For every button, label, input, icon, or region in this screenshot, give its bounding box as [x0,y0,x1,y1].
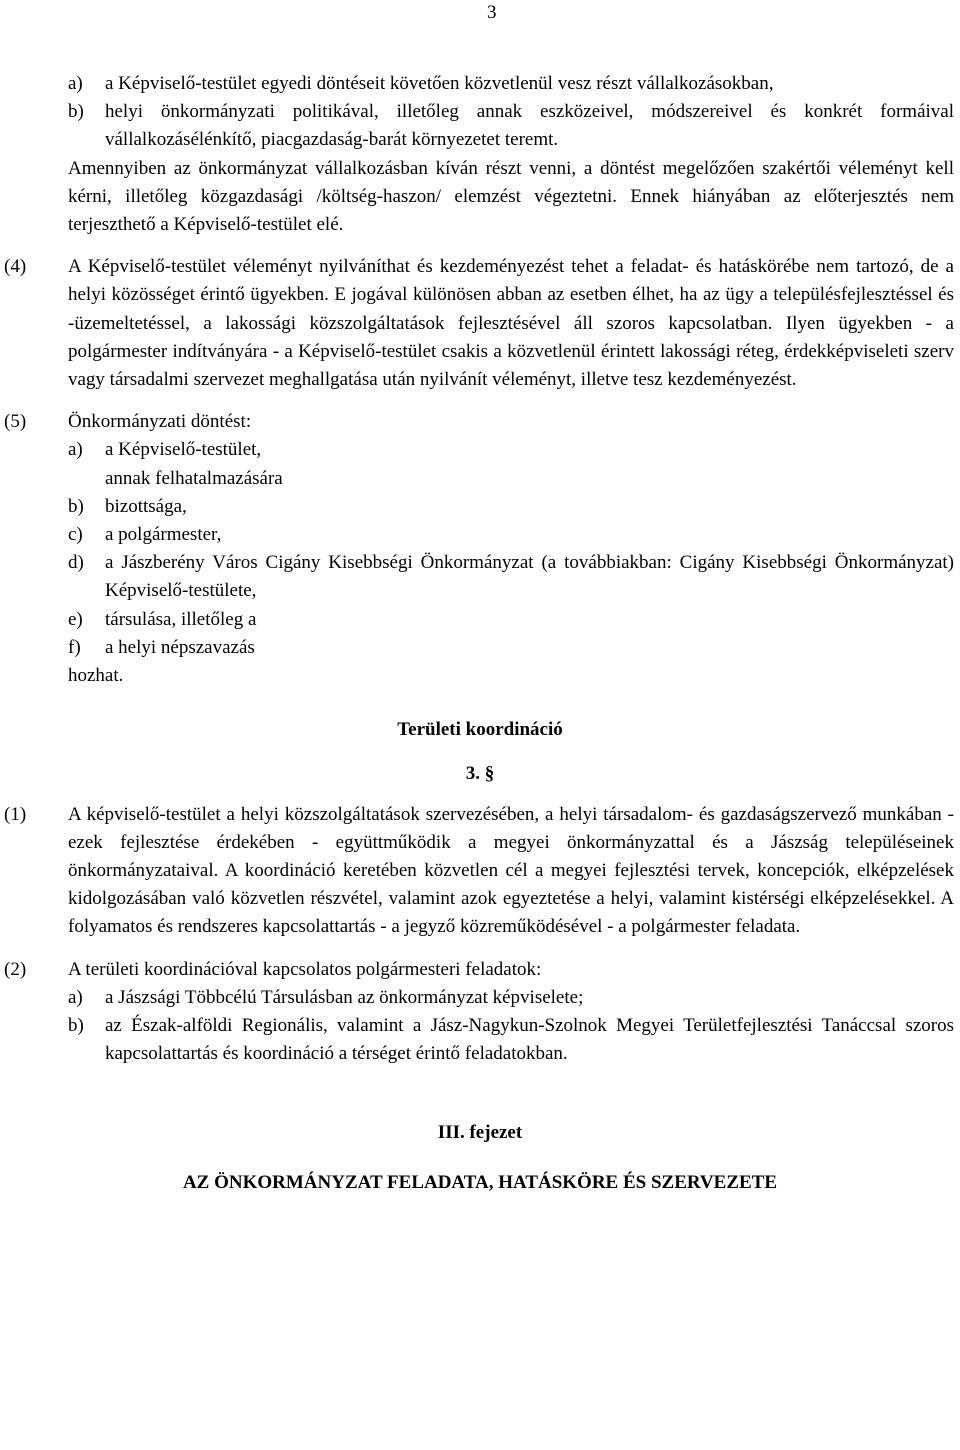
section-intro: Önkormányzati döntést: [68,411,252,433]
document-body [0,70,960,1197]
section-intro: A területi koordinációval kapcsolatos polgármesteri feladatok: [68,958,542,980]
list-item: a) a Képviselő-testület egyedi döntéseit követően közvetlenül vesz részt vállalkozásokban, [68,73,774,94]
list-item: d) a Jászberény Város Cigány Kisebbségi Önkormányzat (a továbbiakban: Cigány Kisebbségi Önkormányzat) Képviselő-testülete, [68,552,954,602]
section-text: A Képviselő-testület véleményt nyilváníthat és kezdeményezést tehet a feladat- és hatáskörébe nem tartozó, de a helyi közösséget érintő ügyekben. E jogával különösen abban az esetben élhet, ha az ügy a településfejlesztéssel és -üzemeltetéssel, a lakossági közszolgáltatások fejlesztésével áll szoros kapcsolatban. Ilyen ügyekben - a polgármester indítványára - a Képviselő-testület csakis a közvetlenül érintett lakossági réteg, érdekképviseleti szerv vagy társadalmi szervezet meghallgatása után nyilvánít véleményt, illetve tesz kezdeményezést. [68,256,954,391]
section-5 [0,408,960,690]
list-item: c) a polgármester, [68,524,222,546]
list-item: b) bizottsága, [68,495,187,517]
list-item: a) a Képviselő-testület, [68,439,262,461]
section-4 [0,253,960,394]
intro-paragraph: Amennyiben az önkormányzat vállalkozásban kíván részt venni, a döntést megelőzően szakértői véleményt kell kérni, illetőleg közgazdasági /költség-haszon/ elemzést végeztetni. Ennek hiányában az előterjesztés nem terjeszthető a Képviselő-testület elé. [68,157,954,236]
section-closing: hozhat. [68,665,124,687]
section-number: (4) [4,256,27,278]
section-2 [0,956,960,1069]
section-heading: Területi koordináció [397,719,563,741]
section-1 [0,801,960,942]
list-item: b) helyi önkormányzati politikával, illetőleg annak eszközeivel, módszereivel és konkrét formáival vállalkozásélénkítő, piacgazdaság-barát környezetet teremt. [68,101,954,151]
list-item: a) a Jászsági Többcélú Társulásban az önkormányzat képviselete; [68,986,584,1008]
section-text: A képviselő-testület a helyi közszolgáltatások szervezésében, a helyi társadalom- és gazdaságszervező munkában - ezek fejlesztése érdekében - együttműködik a megyei önkormányzattal és a Jászság településeinek önkormányzataival. A koordináció keretében közvetlen cél a megyei fejlesztési tervek, koncepciók, elképzelések kidolgozásában való közvetlen részvétel, valamint azok egyeztetése a helyi, valamint kistérségi elképzelésekkel. A folyamatos és rendszeres kapcsolattartás - a jegyző közreműködésével - a polgármester feladata. [68,803,954,938]
authorization-line: annak felhatalmazására [105,467,283,489]
page-number: 3 [487,2,497,23]
chapter-title: III. fejezet [437,1121,523,1143]
section-number: (5) [4,411,27,433]
section-number: (1) [4,803,27,825]
list-item: b) az Észak-alföldi Regionális, valamint a Jász-Nagykun-Szolnok Megyei Területfejlesztési Tanáccsal szoros kapcsolattartás és koordináció a térséget érintő feladatokban. [68,1015,954,1065]
list-item: e) társulása, illetőleg a [68,608,257,630]
chapter-subtitle: AZ ÖNKORMÁNYZAT FELADATA, HATÁSKÖRE ÉS SZERVEZETE [182,1171,778,1193]
list-item: f) a helyi népszavazás [68,636,255,658]
intro-block [0,70,960,239]
paragraph-sign: 3. § [465,763,495,785]
section-number: (2) [4,958,27,980]
